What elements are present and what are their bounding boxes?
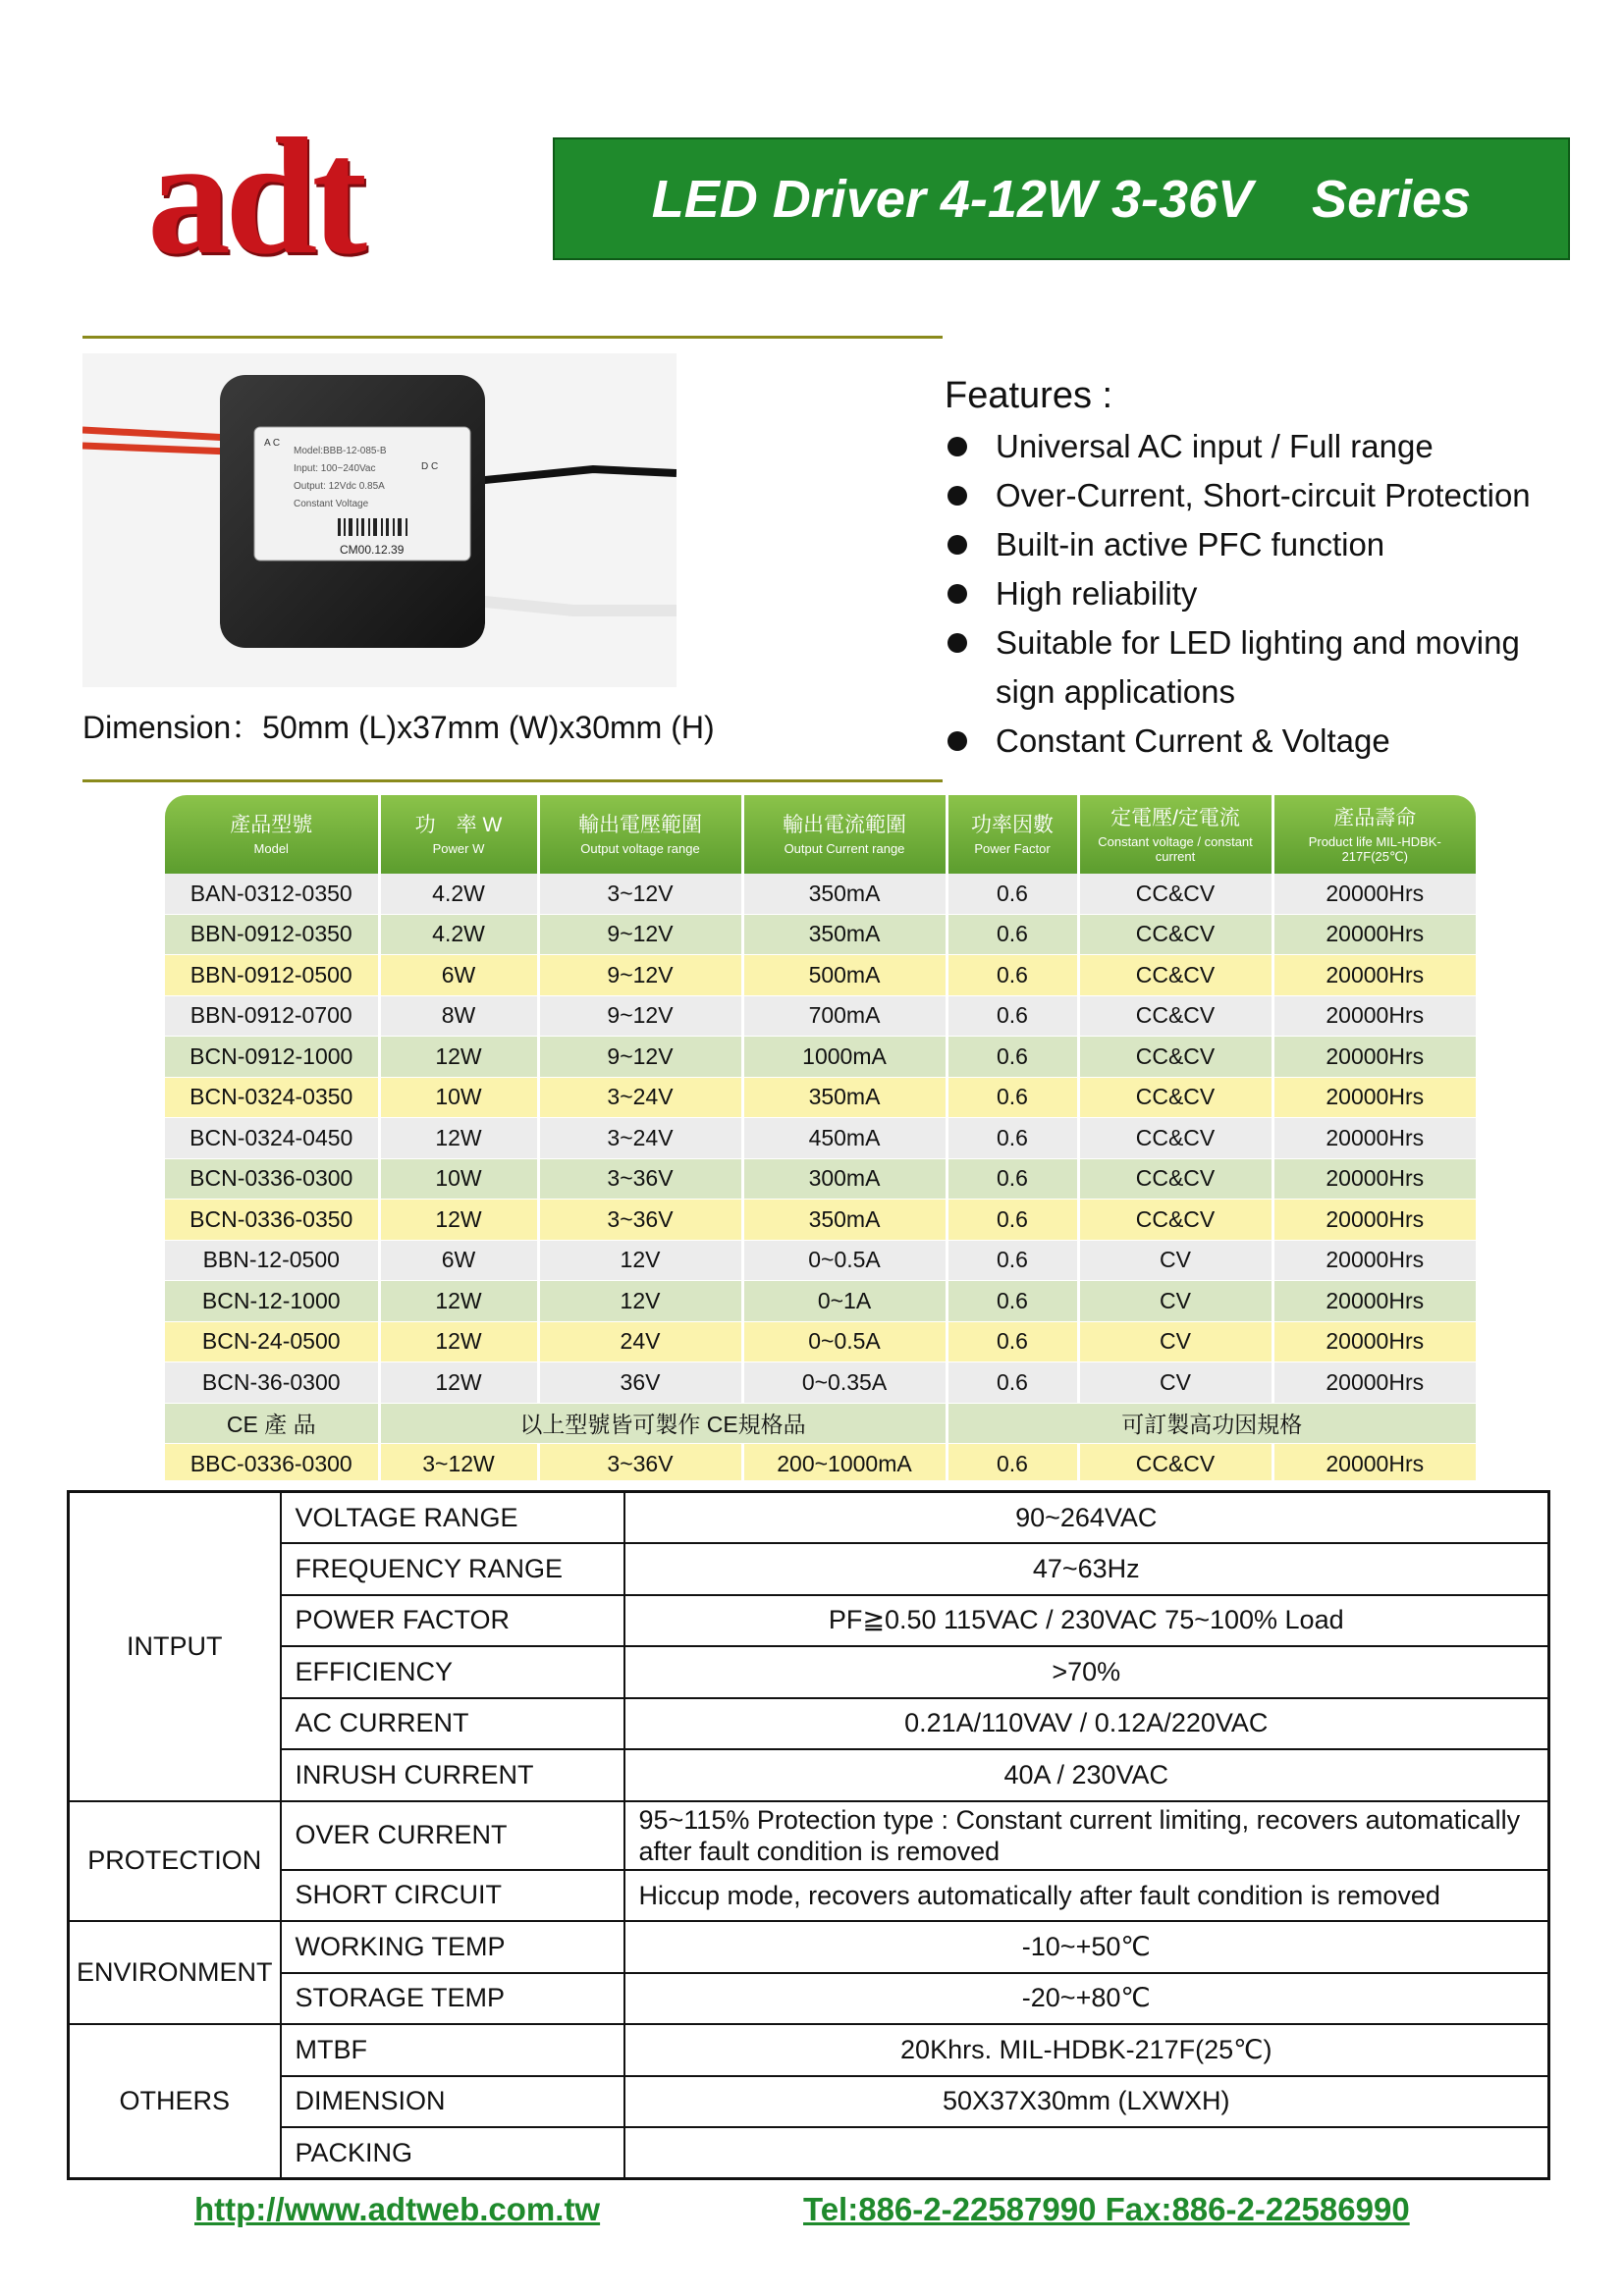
table-row bbox=[165, 1321, 1476, 1362]
cell: 20000Hrs bbox=[1272, 1118, 1476, 1159]
divider-bottom bbox=[82, 779, 943, 782]
table-row bbox=[165, 874, 1476, 914]
cell: 3~24V bbox=[538, 1118, 742, 1159]
cell: CC&CV bbox=[1078, 1118, 1272, 1159]
ce-label: CE 產 品 bbox=[165, 1403, 379, 1444]
table-row bbox=[165, 914, 1476, 955]
spec-label: POWER FACTOR bbox=[281, 1595, 624, 1647]
cell: 9~12V bbox=[538, 995, 742, 1037]
cell: 300mA bbox=[742, 1158, 947, 1200]
col-output-voltage: 輸出電壓範圍 Output voltage range bbox=[538, 795, 742, 874]
cell: 12W bbox=[379, 1200, 538, 1241]
cell: BCN-0336-0300 bbox=[165, 1158, 379, 1200]
cell: 12W bbox=[379, 1118, 538, 1159]
cell: BBN-0912-0350 bbox=[165, 914, 379, 955]
cell: BCN-0324-0450 bbox=[165, 1118, 379, 1159]
cell: 12W bbox=[379, 1362, 538, 1404]
spec-row bbox=[69, 1921, 1549, 1973]
cell: 20000Hrs bbox=[1272, 1077, 1476, 1118]
features-title: Features : bbox=[945, 375, 1113, 416]
cell: BCN-0324-0350 bbox=[165, 1077, 379, 1118]
cell: CC&CV bbox=[1078, 1037, 1272, 1078]
cell: 4.2W bbox=[379, 874, 538, 914]
label-lot: CM00.12.39 bbox=[340, 543, 405, 557]
cell: BCN-36-0300 bbox=[165, 1362, 379, 1404]
spec-row bbox=[69, 1749, 1549, 1801]
feature-item: High reliability bbox=[945, 569, 1573, 618]
cell: CV bbox=[1078, 1240, 1272, 1281]
cell: 12V bbox=[538, 1281, 742, 1322]
cell: CV bbox=[1078, 1362, 1272, 1404]
cell: 0.6 bbox=[947, 874, 1078, 914]
cell: 0.6 bbox=[947, 1444, 1078, 1481]
spec-value: -20~+80℃ bbox=[624, 1973, 1549, 2025]
spec-label: STORAGE TEMP bbox=[281, 1973, 624, 2025]
cell: 0.6 bbox=[947, 914, 1078, 955]
spec-value: -10~+50℃ bbox=[624, 1921, 1549, 1973]
spec-value: 0.21A/110VAV / 0.12A/220VAC bbox=[624, 1698, 1549, 1750]
table-row bbox=[165, 1037, 1476, 1078]
col-cv-cc: 定電壓/定電流 Constant voltage / constant current bbox=[1078, 795, 1272, 874]
ce-note-left: 以上型號皆可製作 CE規格品 bbox=[379, 1403, 947, 1444]
table-row bbox=[165, 1200, 1476, 1241]
cell: CC&CV bbox=[1078, 1158, 1272, 1200]
spec-value: 50X37X30mm (LXWXH) bbox=[624, 2076, 1549, 2128]
table-row bbox=[165, 1362, 1476, 1404]
cell: 6W bbox=[379, 955, 538, 996]
cell: 3~36V bbox=[538, 1200, 742, 1241]
ce-row bbox=[165, 1403, 1476, 1444]
cell: BCN-12-1000 bbox=[165, 1281, 379, 1322]
cell: 20000Hrs bbox=[1272, 1281, 1476, 1322]
spec-label: DIMENSION bbox=[281, 2076, 624, 2128]
label-output: Output: 12Vdc 0.85A bbox=[294, 481, 385, 492]
cell: 0~0.35A bbox=[742, 1362, 947, 1404]
spec-value: >70% bbox=[624, 1646, 1549, 1698]
spec-row bbox=[69, 1801, 1549, 1870]
cell: 0~0.5A bbox=[742, 1321, 947, 1362]
cell: 20000Hrs bbox=[1272, 995, 1476, 1037]
cell: 9~12V bbox=[538, 1037, 742, 1078]
feature-item: Built-in active PFC function bbox=[945, 520, 1573, 569]
cell: 12W bbox=[379, 1281, 538, 1322]
label-input: Input: 100~240Vac bbox=[294, 463, 376, 474]
spec-category-environment: ENVIRONMENT bbox=[69, 1921, 281, 2024]
cell: 12V bbox=[538, 1240, 742, 1281]
cell: 0.6 bbox=[947, 1158, 1078, 1200]
cell: BCN-0336-0350 bbox=[165, 1200, 379, 1241]
cell: 700mA bbox=[742, 995, 947, 1037]
spec-category-input: INTPUT bbox=[69, 1492, 281, 1801]
cell: 3~36V bbox=[538, 1444, 742, 1481]
spec-value: 20Khrs. MIL-HDBK-217F(25℃) bbox=[624, 2024, 1549, 2076]
cell: 0.6 bbox=[947, 1118, 1078, 1159]
cell: 0~1A bbox=[742, 1281, 947, 1322]
spec-category-protection: PROTECTION bbox=[69, 1801, 281, 1922]
spec-row bbox=[69, 1595, 1549, 1647]
col-output-current: 輸出電流範圍 Output Current range bbox=[742, 795, 947, 874]
website-link[interactable]: http://www.adtweb.com.tw bbox=[194, 2191, 601, 2227]
label-model: Model:BBB-12-085-B bbox=[294, 446, 387, 456]
page-title: LED Driver 4-12W 3-36V Series bbox=[651, 169, 1472, 229]
col-power-factor: 功率因數 Power Factor bbox=[947, 795, 1078, 874]
cell: 3~36V bbox=[538, 1158, 742, 1200]
model-table bbox=[165, 795, 1476, 1480]
table-row bbox=[165, 1077, 1476, 1118]
col-model: 產品型號 Model bbox=[165, 795, 379, 874]
label-cv: Constant Voltage bbox=[294, 499, 369, 509]
spec-table bbox=[67, 1490, 1550, 2180]
cell: 0.6 bbox=[947, 1281, 1078, 1322]
spec-value: 40A / 230VAC bbox=[624, 1749, 1549, 1801]
cell: 20000Hrs bbox=[1272, 1444, 1476, 1481]
cell: 20000Hrs bbox=[1272, 874, 1476, 914]
label-dc: D C bbox=[421, 461, 439, 472]
table-row bbox=[165, 1444, 1476, 1481]
spec-label: FREQUENCY RANGE bbox=[281, 1543, 624, 1595]
cell: CV bbox=[1078, 1281, 1272, 1322]
col-product-life: 產品壽命 Product life MIL-HDBK-217F(25℃) bbox=[1272, 795, 1476, 874]
spec-label: AC CURRENT bbox=[281, 1698, 624, 1750]
spec-row bbox=[69, 1973, 1549, 2025]
cell: 500mA bbox=[742, 955, 947, 996]
cell: 350mA bbox=[742, 914, 947, 955]
ce-note-right: 可訂製高功因規格 bbox=[947, 1403, 1476, 1444]
spec-row bbox=[69, 1698, 1549, 1750]
cell: 12W bbox=[379, 1321, 538, 1362]
cell: BBN-0912-0500 bbox=[165, 955, 379, 996]
features-list bbox=[945, 422, 1573, 766]
cell: CC&CV bbox=[1078, 1200, 1272, 1241]
cell: 8W bbox=[379, 995, 538, 1037]
cell: 1000mA bbox=[742, 1037, 947, 1078]
spec-label: INRUSH CURRENT bbox=[281, 1749, 624, 1801]
cell: BAN-0312-0350 bbox=[165, 874, 379, 914]
table-row bbox=[165, 1281, 1476, 1322]
cell: 0.6 bbox=[947, 955, 1078, 996]
cell: 20000Hrs bbox=[1272, 1200, 1476, 1241]
cell: 3~12W bbox=[379, 1444, 538, 1481]
spec-value bbox=[624, 2127, 1549, 2179]
cell: 20000Hrs bbox=[1272, 955, 1476, 996]
spec-value: 47~63Hz bbox=[624, 1543, 1549, 1595]
cell: CC&CV bbox=[1078, 914, 1272, 955]
feature-item: Over-Current, Short-circuit Protection bbox=[945, 471, 1573, 520]
cell: 20000Hrs bbox=[1272, 914, 1476, 955]
cell: BBN-0912-0700 bbox=[165, 995, 379, 1037]
cell: 6W bbox=[379, 1240, 538, 1281]
cell: CC&CV bbox=[1078, 955, 1272, 996]
feature-item: Constant Current & Voltage bbox=[945, 717, 1573, 766]
spec-row bbox=[69, 1492, 1549, 1544]
divider-top bbox=[82, 336, 943, 339]
cell: BCN-0912-1000 bbox=[165, 1037, 379, 1078]
cell: 0.6 bbox=[947, 1362, 1078, 1404]
table-row bbox=[165, 1158, 1476, 1200]
company-logo: adt bbox=[147, 104, 362, 289]
contact-link[interactable]: Tel:886-2-22587990 Fax:886-2-22586990 bbox=[803, 2191, 1410, 2227]
cell: CC&CV bbox=[1078, 1077, 1272, 1118]
cell: BBC-0336-0300 bbox=[165, 1444, 379, 1481]
cell: 9~12V bbox=[538, 914, 742, 955]
spec-row bbox=[69, 2076, 1549, 2128]
cell: 4.2W bbox=[379, 914, 538, 955]
table-row bbox=[165, 1118, 1476, 1159]
cell: 20000Hrs bbox=[1272, 1158, 1476, 1200]
cell: 20000Hrs bbox=[1272, 1240, 1476, 1281]
spec-row bbox=[69, 1543, 1549, 1595]
cell: 350mA bbox=[742, 874, 947, 914]
spec-label: OVER CURRENT bbox=[281, 1801, 624, 1870]
cell: 0.6 bbox=[947, 1200, 1078, 1241]
spec-row bbox=[69, 2127, 1549, 2179]
spec-row bbox=[69, 2024, 1549, 2076]
cell: 0.6 bbox=[947, 1321, 1078, 1362]
spec-value: 95~115% Protection type : Constant current limiting, recovers automatically after fault condition is removed bbox=[624, 1801, 1549, 1870]
cell: CV bbox=[1078, 1321, 1272, 1362]
cell: 3~12V bbox=[538, 874, 742, 914]
cell: CC&CV bbox=[1078, 874, 1272, 914]
spec-row bbox=[69, 1870, 1549, 1922]
dimension-text: Dimension：50mm (L)x37mm (W)x30mm (H) bbox=[82, 710, 715, 745]
cell: 450mA bbox=[742, 1118, 947, 1159]
cell: 0~0.5A bbox=[742, 1240, 947, 1281]
spec-row bbox=[69, 1646, 1549, 1698]
table-row bbox=[165, 1240, 1476, 1281]
cell: 350mA bbox=[742, 1200, 947, 1241]
spec-value: PF≧0.50 115VAC / 230VAC 75~100% Load bbox=[624, 1595, 1549, 1647]
title-banner bbox=[553, 137, 1570, 260]
table-row bbox=[165, 995, 1476, 1037]
cell: 24V bbox=[538, 1321, 742, 1362]
product-photo bbox=[82, 353, 677, 687]
cell: 0.6 bbox=[947, 995, 1078, 1037]
cell: BCN-24-0500 bbox=[165, 1321, 379, 1362]
cell: 9~12V bbox=[538, 955, 742, 996]
cell: CC&CV bbox=[1078, 995, 1272, 1037]
feature-item: Suitable for LED lighting and moving sign applications bbox=[945, 618, 1573, 717]
cell: 0.6 bbox=[947, 1077, 1078, 1118]
feature-item: Universal AC input / Full range bbox=[945, 422, 1573, 471]
spec-label: EFFICIENCY bbox=[281, 1646, 624, 1698]
cell: 36V bbox=[538, 1362, 742, 1404]
cell: 10W bbox=[379, 1077, 538, 1118]
col-power: 功 率 W Power W bbox=[379, 795, 538, 874]
label-ac: A C bbox=[264, 438, 281, 449]
cell: BBN-12-0500 bbox=[165, 1240, 379, 1281]
spec-label: VOLTAGE RANGE bbox=[281, 1492, 624, 1544]
spec-value: Hiccup mode, recovers automatically after fault condition is removed bbox=[624, 1870, 1549, 1922]
cell: 20000Hrs bbox=[1272, 1037, 1476, 1078]
spec-value: 90~264VAC bbox=[624, 1492, 1549, 1544]
spec-label: MTBF bbox=[281, 2024, 624, 2076]
cell: 20000Hrs bbox=[1272, 1362, 1476, 1404]
cell: 0.6 bbox=[947, 1240, 1078, 1281]
spec-category-others: OTHERS bbox=[69, 2024, 281, 2179]
spec-label: SHORT CIRCUIT bbox=[281, 1870, 624, 1922]
model-table-header bbox=[165, 795, 1476, 874]
model-table-container bbox=[165, 795, 1476, 1480]
cell: 350mA bbox=[742, 1077, 947, 1118]
cell: CC&CV bbox=[1078, 1444, 1272, 1481]
spec-label: PACKING bbox=[281, 2127, 624, 2179]
cell: 12W bbox=[379, 1037, 538, 1078]
cell: 200~1000mA bbox=[742, 1444, 947, 1481]
table-row bbox=[165, 955, 1476, 996]
cell: 0.6 bbox=[947, 1037, 1078, 1078]
cell: 20000Hrs bbox=[1272, 1321, 1476, 1362]
spec-label: WORKING TEMP bbox=[281, 1921, 624, 1973]
cell: 10W bbox=[379, 1158, 538, 1200]
cell: 3~24V bbox=[538, 1077, 742, 1118]
